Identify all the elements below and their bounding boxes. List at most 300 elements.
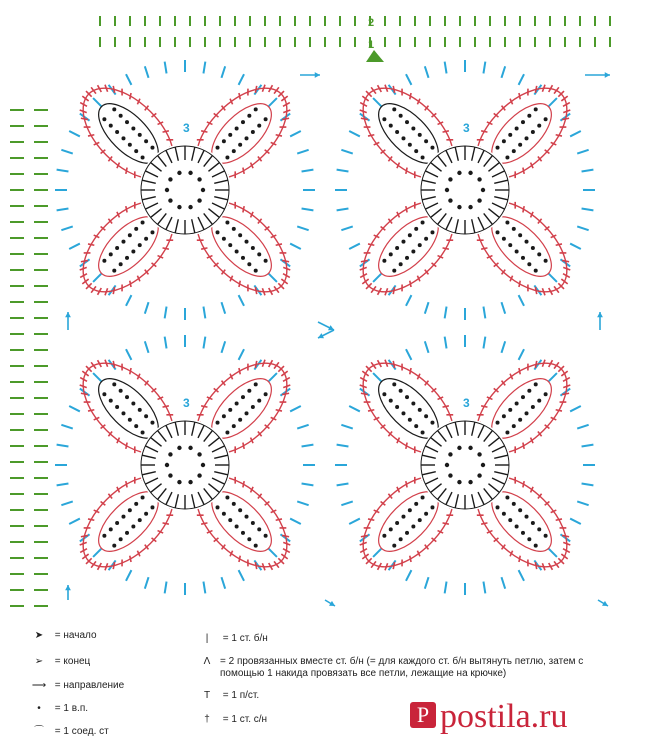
chain-dot [399,262,403,266]
chain-dot [405,120,409,124]
chain-dot [505,430,509,434]
chain-dot [141,430,145,434]
chain-dot [245,240,249,244]
chain-dot [448,473,452,477]
arrow-head [315,72,320,78]
chain-stitch [406,295,411,306]
chain-dot [515,525,519,529]
chain-stitch [203,62,205,74]
chain-dot [150,421,154,425]
chain-stitch [221,577,225,588]
legend-direction-label: = направление [54,680,125,691]
chain-dot [197,473,201,477]
chain-stitch [297,226,308,230]
chain-stitch [297,425,308,429]
chain-dot [399,389,403,393]
watermark-text: postila.ru [440,698,568,735]
chain-stitch [337,208,349,210]
chain-stitch [145,341,149,352]
chain-dot [395,130,399,134]
chain-dot [112,269,116,273]
chain-stitch [425,66,429,77]
chain-stitch [69,519,80,524]
chain-dot [392,269,396,273]
chain-stitch [302,483,314,485]
chain-dot [134,227,138,231]
chain-dot [505,496,509,500]
chain-dot [131,126,135,130]
chain-dot [521,395,525,399]
chain-stitch [145,66,149,77]
chain-dot [254,107,258,111]
end-arrow-icon: ➢ [34,656,44,667]
chain-dot [382,534,386,538]
chain-dot [421,155,425,159]
chain-dot [405,256,409,260]
legend-dc [194,714,267,726]
chain-dot [168,177,172,181]
chain-dot [382,392,386,396]
legend-end-label: = конец [54,656,91,667]
chain-dot [534,382,538,386]
chain-dot [144,512,148,516]
chain-dot [251,246,255,250]
chain-dot [531,246,535,250]
chain-dot [264,392,268,396]
chain-dot [505,155,509,159]
chain-stitch [57,445,69,447]
chain-dot [109,252,113,256]
chain-dot [197,452,201,456]
chain-dot [508,243,512,247]
chain-stitch [69,131,80,136]
chain-stitch [302,208,314,210]
motif-3 [55,335,315,595]
chain-stitch [337,483,349,485]
chain-stitch [548,373,556,381]
chain-dot [115,130,119,134]
chain-dot [515,126,519,130]
chain-dot [518,418,522,422]
motif-2 [335,60,595,320]
chain-dot [216,505,220,509]
chain-dot [201,188,205,192]
chain-dot [257,252,261,256]
chain-dot [119,389,123,393]
chain-dot [119,262,123,266]
legend-sc-label: = 1 ст. б/н [222,633,268,644]
chain-stitch [548,273,556,281]
chain-stitch [577,150,588,154]
chain-stitch [165,337,167,349]
chain-dot [496,421,500,425]
chain-dot [264,534,268,538]
chain-dot [508,408,512,412]
chain-dot [408,233,412,237]
chain-stitch [445,337,447,349]
chain-dot [382,117,386,121]
chain-dot [125,395,129,399]
chain-dot [134,424,138,428]
chain-stitch [445,62,447,74]
chain-stitch [93,373,101,381]
legend-direction [26,680,124,692]
chain-dot [430,146,434,150]
chain-stitch [425,302,429,313]
chain-dot [424,414,428,418]
chain-dot [421,430,425,434]
chain-dot [521,256,525,260]
chain-stitch [126,74,131,85]
chain-dot [247,114,251,118]
arrow-head [605,72,610,78]
chain-stitch [341,150,352,154]
chain-dot [518,508,522,512]
chain-stitch [337,445,349,447]
chain-stitch [302,445,314,447]
chain-dot [128,508,132,512]
chain-dot [228,243,232,247]
chain-dot [165,463,169,467]
chain-dot [112,107,116,111]
chain-stitch [406,349,411,360]
chain-dot [399,114,403,118]
chain-stitch [61,226,72,230]
chain-dot [222,139,226,143]
chain-dot [115,405,119,409]
chain-dot [544,117,548,121]
chain-stitch [341,425,352,429]
chain-dot [109,527,113,531]
legend-slip [26,726,109,738]
chain-dot [102,117,106,121]
chain-dot [405,531,409,535]
chain-stitch [57,170,69,172]
chain-dot [168,198,172,202]
chain-dot [518,143,522,147]
row-label-2: 2 [368,17,375,29]
chain-dot [457,171,461,175]
chain-dot [531,405,535,409]
chain-dot [389,124,393,128]
chain-dot [216,230,220,234]
chain-stitch [349,406,360,411]
chain-dot [411,126,415,130]
start-arrow-icon: ➤ [34,630,44,641]
motif-label: 3 [463,396,470,410]
chain-dot [395,246,399,250]
chain-stitch [239,349,244,360]
chain-dot [527,114,531,118]
chain-dot [411,401,415,405]
chain-dot [131,525,135,529]
row-label-1: 1 [368,39,375,51]
legend-start [26,630,97,642]
chain-dot [245,515,249,519]
chain-stitch [519,74,524,85]
chain-stitch [126,570,131,581]
chain-stitch [373,273,381,281]
chain-dot [534,269,538,273]
chain-dot [150,505,154,509]
motif-label: 3 [183,121,190,135]
chain-dot [131,250,135,254]
chain-stitch [93,548,101,556]
chain-dot [430,505,434,509]
chain-dot [399,537,403,541]
chain-stitch [61,501,72,505]
legend-chain [26,703,88,715]
legend-dc-label: = 1 ст. с/н [222,714,268,725]
chain-stitch [501,577,505,588]
start-marker-icon [366,50,384,62]
chain-dot [411,250,415,254]
chain-dot [165,188,169,192]
chain-dot [238,418,242,422]
chain-stitch [373,548,381,556]
chain-dot [502,512,506,516]
chain-dot [168,473,172,477]
chain-stitch [373,373,381,381]
chain-dot [521,120,525,124]
chain-dot [512,424,516,428]
chain-stitch [501,302,505,313]
chain-dot [468,171,472,175]
chain-stitch [165,582,167,594]
chain-stitch [483,62,485,74]
chain-dot [121,515,125,519]
chain-dot [257,124,261,128]
chain-dot [235,525,239,529]
chain-dot [392,382,396,386]
chain-dot [102,259,106,263]
chain-dot [508,133,512,137]
chain-stitch [483,337,485,349]
chain-dot [254,382,258,386]
chain-stitch [519,349,524,360]
chain-stitch [577,226,588,230]
chain-stitch [570,406,581,411]
chain-dot [521,531,525,535]
chain-dot [188,171,192,175]
chain-stitch [268,373,276,381]
chain-dot [424,512,428,516]
chain-stitch [445,307,447,319]
chain-dot [241,120,245,124]
chain-dot [241,531,245,535]
chain-stitch [268,273,276,281]
chain-dot [534,544,538,548]
chain-dot [544,392,548,396]
chain-stitch [483,307,485,319]
chain-dot [141,221,145,225]
chain-dot [238,508,242,512]
chain-dot [222,414,226,418]
chain-dot [222,237,226,241]
chain-dot [418,133,422,137]
tall-icon: † [204,714,210,725]
chain-dot [188,205,192,209]
chain-dot [531,130,535,134]
chain-dot [401,411,405,415]
chain-dot [408,418,412,422]
chain-dot [527,537,531,541]
chain-dot [177,171,181,175]
chain-stitch [582,483,594,485]
chain-dot [448,177,452,181]
chain-dot [232,502,236,506]
chain-dot [518,233,522,237]
chain-stitch [126,295,131,306]
chain-stitch [425,341,429,352]
chain-dot [525,515,529,519]
chain-dot [251,405,255,409]
chain-dot [408,508,412,512]
legend-end [26,656,90,668]
chain-dot [505,221,509,225]
chain-dot [389,527,393,531]
chain-dot [264,259,268,263]
chain-dot [537,527,541,531]
motif-1 [55,60,315,320]
chain-stitch [145,302,149,313]
chain-stitch [268,98,276,106]
chain-dot [109,399,113,403]
chain-dot [502,414,506,418]
chain-dot [534,107,538,111]
chain-dot [392,544,396,548]
chain-dot [457,446,461,450]
chain-dot [144,139,148,143]
chain-stitch [69,406,80,411]
chain-dot [235,250,239,254]
chain-dot [537,399,541,403]
chain-dot [537,124,541,128]
chain-dot [222,512,226,516]
chain-dot [245,411,249,415]
chain-dot [141,496,145,500]
chain-stitch [69,244,80,249]
watermark-logo: P [410,702,436,728]
chain-stitch [221,66,225,77]
chain-dot [138,133,142,137]
chain-stitch [570,244,581,249]
chain-stitch [290,244,301,249]
chain-dot [131,401,135,405]
chain-dot [251,521,255,525]
chain-stitch [341,226,352,230]
chain-dot [128,143,132,147]
chain-dot [138,243,142,247]
chain-stitch [61,425,72,429]
chain-stitch [373,98,381,106]
chain-dot [418,243,422,247]
chain-dot [515,401,519,405]
chain-dot [448,452,452,456]
chain-dot [125,531,129,535]
legend-slip-label: = 1 соед. ст [54,726,109,737]
chain-dot [481,463,485,467]
chain-stitch [349,131,360,136]
chain-stitch [203,307,205,319]
chain-dot [228,408,232,412]
chain-dot [382,259,386,263]
chain-dot [481,188,485,192]
chain-stitch [577,425,588,429]
chain-dot [531,521,535,525]
chain-dot [502,237,506,241]
chain-dot [527,262,531,266]
chain-dot [418,518,422,522]
chain-dot [125,256,129,260]
legend-hdc [194,690,259,702]
chain-stitch [548,98,556,106]
chain-dot [525,240,529,244]
chain-dot [496,505,500,509]
chain-dot [216,146,220,150]
chain-dot [430,230,434,234]
chain-dot [241,256,245,260]
bar-icon: | [205,633,209,644]
chain-dot [188,446,192,450]
chain-dot [102,392,106,396]
chain-stitch [145,577,149,588]
chain-stitch [570,131,581,136]
chain-stitch [61,150,72,154]
direction-arrow-icon: ⟶ [31,680,47,691]
chain-dot [424,139,428,143]
half-tall-icon: T [203,690,211,701]
chain-dot [121,240,125,244]
chain-dot [418,408,422,412]
chain-dot [238,143,242,147]
chain-dot [247,389,251,393]
chain-dot [421,221,425,225]
chain-dot [201,463,205,467]
chain-dot [544,534,548,538]
chain-dot [134,149,138,153]
chain-dot [424,237,428,241]
chain-dot [544,259,548,263]
chain-dot [102,534,106,538]
chain-dot [405,395,409,399]
arrow-head [65,585,71,590]
chain-dot [197,177,201,181]
chain-stitch [221,341,225,352]
chain-dot [496,146,500,150]
chain-stitch [239,74,244,85]
chain-stitch [239,295,244,306]
chain-stitch [582,445,594,447]
chain-stitch [57,483,69,485]
chain-dot [527,389,531,393]
chain-dot [257,527,261,531]
chain-dot [188,480,192,484]
chain-dot [457,205,461,209]
chain-stitch [203,337,205,349]
chain-dot [138,518,142,522]
chain-dot [128,418,132,422]
legend-sc2tog-label: = 2 провязанных вместе ст. б/н (= для каждого ст. б/н вытянуть петлю, затем с помощью 1 накида провязать все петли, лежащие на крючке) [220,656,584,679]
chain-dot [445,188,449,192]
chain-dot [235,401,239,405]
chain-dot [414,424,418,428]
chain-dot [245,136,249,140]
chain-stitch [268,548,276,556]
chain-dot [457,480,461,484]
chain-stitch [570,519,581,524]
legend-start-label: = начало [54,630,97,641]
